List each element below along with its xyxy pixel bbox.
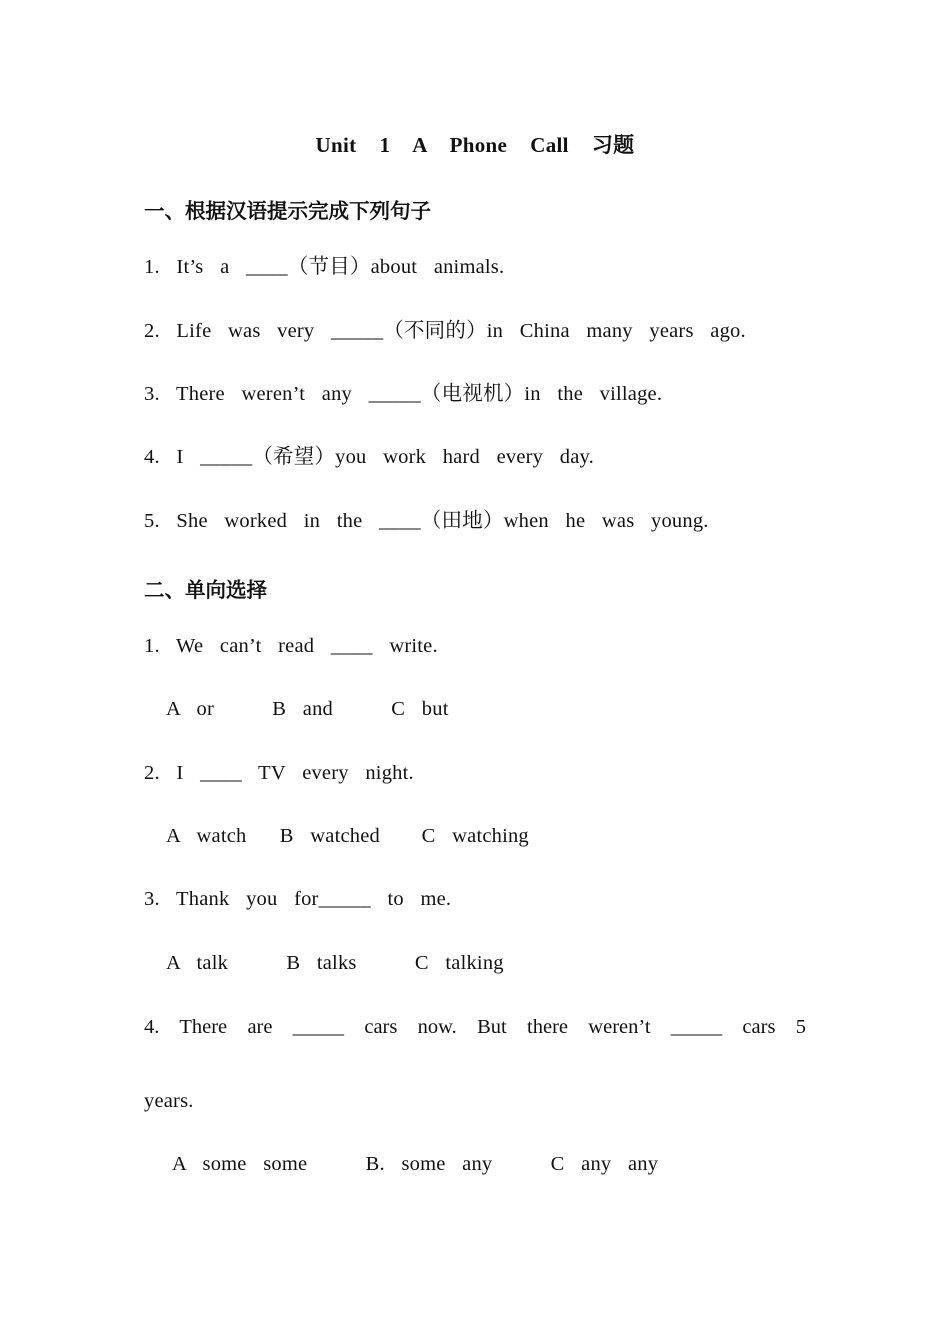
section-1-item-1: 1. It’s a ____（节目）about animals. [144, 256, 505, 278]
section-1-item-2: 2. Life was very _____（不同的）in China many years ago. [144, 320, 746, 342]
question-3: 3. Thank you for_____ to me. [144, 888, 452, 910]
question-2: 2. I ____ TV every night. [144, 762, 414, 784]
question-1: 1. We can’t read ____ write. [144, 635, 438, 657]
section-1-item-5: 5. She worked in the ____（田地）when he was young. [144, 510, 709, 532]
section-2-heading: 二、单向选择 [144, 578, 267, 602]
question-1-options: A or B and C but [166, 698, 449, 720]
section-1-item-3: 3. There weren’t any _____（电视机）in the village. [144, 383, 663, 405]
question-4-line-2: years. [144, 1090, 194, 1112]
question-3-options: A talk B talks C talking [166, 952, 504, 974]
question-2-options: A watch B watched C watching [166, 825, 529, 847]
section-1-heading: 一、根据汉语提示完成下列句子 [144, 199, 431, 223]
page-title: Unit 1 A Phone Call 习题 [315, 133, 635, 157]
question-4-options: A some some B. some any C any any [172, 1153, 659, 1175]
question-4-line-1: 4. There are _____ cars now. But there weren’t _____ cars 5 [144, 1016, 806, 1038]
section-1-item-4: 4. I _____（希望）you work hard every day. [144, 446, 594, 468]
